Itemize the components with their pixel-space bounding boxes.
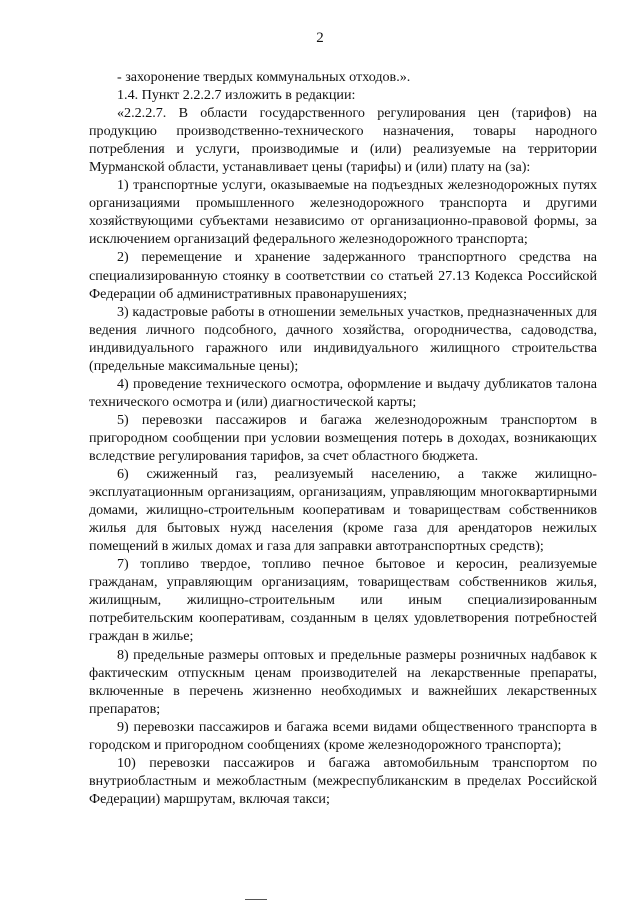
list-item-5: 5) перевозки пассажиров и багажа железнодорожным транспортом в пригородном сообщении при условии возмещения потерь в доходах, возникающих вследствие регулирования тарифов, за счет областного бюджета.: [89, 411, 597, 464]
list-item-1: 1) транспортные услуги, оказываемые на подъездных железнодорожных путях организациями промышленного железнодорожного транспорта и другими хозяйствующими субъектами независимо от организационно-правовой формы, за исключением организаций федерального железнодорожного транспорта;: [89, 177, 597, 248]
footer-mark: [245, 899, 267, 900]
list-item-3: 3) кадастровые работы в отношении земельных участков, предназначенных для ведения личного подсобного, дачного хозяйства, огородничества, садоводства, индивидуального гаражного или индивидуального жилищного строительства (предельные максимальные цены);: [89, 303, 597, 374]
list-item-6: 6) сжиженный газ, реализуемый населению, а также жилищно-эксплуатационным организациям, организациям, управляющим многоквартирными домами, жилищно-строительным кооперативам и товариществам собственников жилья для бытовых нужд населения (кроме газа для арендаторов нежилых помещений в жилых домах и газа для заправки автотранспортных средств);: [89, 466, 597, 555]
paragraph-clause-1-4: 1.4. Пункт 2.2.2.7 изложить в редакции:: [117, 87, 356, 104]
list-item-7: 7) топливо твердое, топливо печное бытовое и керосин, реализуемые гражданам, управляющим организациям, товариществам собственников жилья, жилищным, жилищно-строительным или иным специализированным потребительским кооперативам, созданным в целях удовлетворения потребностей граждан в жилье;: [89, 556, 597, 645]
list-item-4: 4) проведение технического осмотра, оформление и выдачу дубликатов талона технического осмотра и (или) диагностической карты;: [89, 375, 597, 410]
paragraph-waste-disposal: - захоронение твердых коммунальных отходов.».: [117, 69, 411, 85]
page-number: 2: [316, 30, 324, 46]
list-item-2: 2) перемещение и хранение задержанного транспортного средства на специализированную стоянку в соответствии со статьей 27.13 Кодекса Российской Федерации об административных правонарушениях;: [89, 249, 597, 302]
document-body: [89, 68, 597, 808]
list-item-9: 9) перевозки пассажиров и багажа всеми видами общественного транспорта в городском и пригородном сообщениях (кроме железнодорожного транспорта);: [89, 718, 597, 753]
list-item-8: 8) предельные размеры оптовых и предельные размеры розничных надбавок к фактическим отпускным ценам производителей на лекарственные препараты, включенные в перечень жизненно необходимых и важнейших лекарственных препаратов;: [89, 646, 597, 717]
paragraph-clause-2-2-2-7: «2.2.2.7. В области государственного регулирования цен (тарифов) на продукцию производственно-технического назначения, товары народного потребления и услуги, производимые и (или) реализуемые на территории Мурманской области, устанавливает цены (тарифы) и (или) плату на (за):: [89, 105, 597, 176]
list-item-10: 10) перевозки пассажиров и багажа автомобильным транспортом по внутриобластным и межобластным (межреспубликанским в пределах Российской Федерации) маршрутам, включая такси;: [89, 754, 597, 807]
